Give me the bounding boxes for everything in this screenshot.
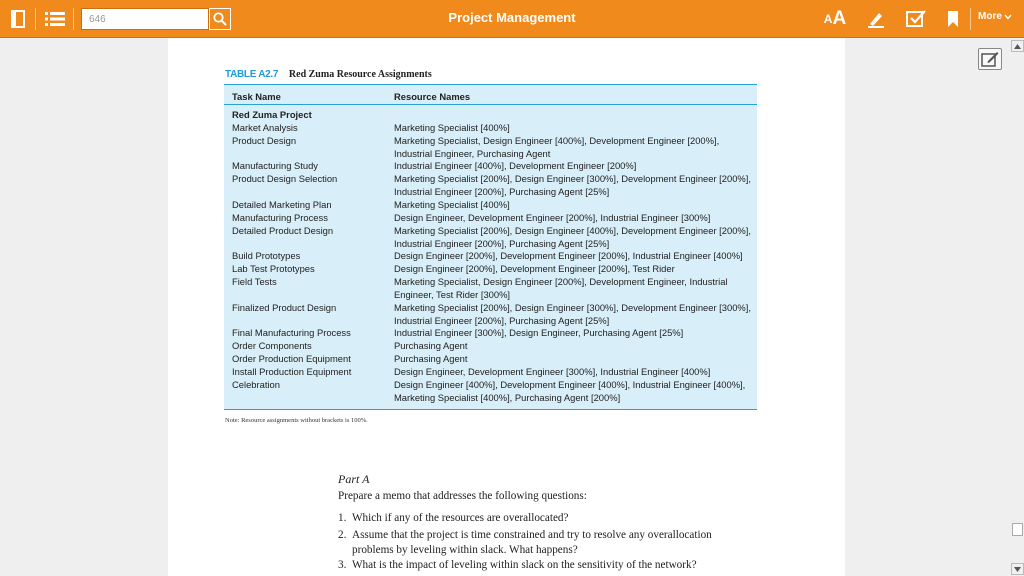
- task-name-cell: Market Analysis: [232, 121, 298, 133]
- chevron-down-icon: [1004, 14, 1012, 20]
- header-rule: [224, 104, 757, 105]
- top-toolbar: [0, 0, 1024, 38]
- app-title: Project Management: [448, 10, 576, 25]
- question-number: 2.: [338, 529, 347, 541]
- resource-names-cell: Marketing Specialist, Design Engineer [400%], Development Engineer [200%],: [394, 134, 720, 146]
- highlight-pen-icon[interactable]: [866, 8, 886, 30]
- resource-names-cell: Marketing Specialist [200%], Design Engineer [300%], Development Engineer [200%],: [394, 173, 751, 185]
- table-of-contents-icon[interactable]: [44, 8, 66, 30]
- resource-assignments-table: [224, 84, 757, 410]
- scroll-up-button[interactable]: [1011, 40, 1024, 52]
- table-note: Note: Resource assignments without brackets is 100%.: [225, 417, 368, 424]
- vertical-scrollbar[interactable]: [1011, 40, 1024, 576]
- search-button[interactable]: [209, 8, 231, 30]
- toolbar-divider: [970, 8, 971, 30]
- resource-names-cell: Design Engineer, Development Engineer [300%], Industrial Engineer [400%]: [394, 366, 711, 377]
- task-name-cell: Red Zuma Project: [232, 109, 312, 120]
- column-header-task: Task Name: [232, 91, 281, 102]
- resource-names-cell: Marketing Specialist [200%], Design Engineer [300%], Development Engineer [300%],: [394, 301, 751, 313]
- resource-names-cell: Marketing Specialist [400%], Purchasing Agent [200%]: [394, 391, 621, 403]
- notes-icon[interactable]: [905, 8, 927, 30]
- toolbar-divider: [73, 8, 74, 30]
- search-icon: [213, 12, 227, 26]
- task-name-cell: Build Prototypes: [232, 250, 301, 262]
- task-name-cell: Detailed Product Design: [232, 224, 334, 236]
- scroll-thumb[interactable]: [1012, 523, 1023, 536]
- resource-names-cell: Industrial Engineer, Purchasing Agent: [394, 147, 551, 159]
- page-search: [81, 8, 231, 30]
- arrow-down-icon: [1014, 567, 1021, 572]
- resource-names-cell: Design Engineer [200%], Development Engineer [200%], Test Rider: [394, 263, 675, 275]
- resource-names-cell: Marketing Specialist, Design Engineer [200%], Development Engineer, Industrial: [394, 276, 728, 288]
- resource-names-cell: Industrial Engineer [200%], Purchasing Agent [25%]: [394, 314, 610, 326]
- resource-names-cell: Marketing Specialist [200%], Design Engineer [400%], Development Engineer [200%],: [394, 224, 751, 236]
- resource-names-cell: Industrial Engineer [400%], Development Engineer [200%]: [394, 160, 637, 172]
- page-number-input[interactable]: [81, 8, 209, 30]
- task-name-cell: Manufacturing Study: [232, 160, 318, 172]
- task-name-cell: Manufacturing Process: [232, 211, 328, 223]
- font-size-small-a: A: [823, 12, 833, 26]
- task-name-cell: Field Tests: [232, 276, 277, 288]
- resource-names-cell: Marketing Specialist [400%]: [394, 121, 510, 133]
- task-name-cell: Order Production Equipment: [232, 353, 351, 365]
- task-name-cell: Product Design: [232, 134, 297, 146]
- task-name-cell: Product Design Selection: [232, 173, 338, 185]
- bookmark-icon[interactable]: [945, 8, 961, 30]
- table-title: Red Zuma Resource Assignments: [288, 69, 432, 80]
- column-header-resources: Resource Names: [394, 91, 471, 102]
- arrow-up-icon: [1014, 44, 1021, 49]
- resource-names-cell: Design Engineer [200%], Development Engineer [200%], Industrial Engineer [400%]: [394, 250, 743, 262]
- question-number: 1.: [338, 512, 347, 524]
- font-size-large-a: A: [832, 8, 847, 29]
- resource-names-cell: Design Engineer [400%], Development Engineer [400%], Industrial Engineer [400%],: [394, 378, 746, 390]
- font-size-button[interactable]: [822, 8, 848, 30]
- scroll-down-button[interactable]: [1011, 563, 1024, 575]
- part-intro: Prepare a memo that addresses the following questions:: [338, 490, 587, 502]
- resource-names-cell: Purchasing Agent: [394, 353, 468, 365]
- task-name-cell: Lab Test Prototypes: [232, 263, 315, 275]
- resource-names-cell: Marketing Specialist [400%]: [394, 198, 510, 210]
- task-name-cell: Final Manufacturing Process: [232, 327, 351, 339]
- table-caption: [225, 69, 432, 80]
- more-menu-button[interactable]: [978, 11, 1012, 22]
- more-label: More: [978, 11, 1002, 22]
- part-heading: Part A: [338, 472, 370, 486]
- question-text: What is the impact of leveling within slack on the sensitivity of the network?: [352, 559, 697, 571]
- resource-names-cell: Engineer, Test Rider [300%]: [394, 288, 511, 300]
- book-page: [168, 38, 845, 576]
- question-text: problems by leveling within slack. What happens?: [352, 544, 578, 556]
- resource-names-cell: Industrial Engineer [200%], Purchasing Agent [25%]: [394, 186, 610, 198]
- question-text: Assume that the project is time constrained and try to resolve any overallocation: [352, 529, 712, 541]
- resource-names-cell: Design Engineer, Development Engineer [200%], Industrial Engineer [300%]: [394, 211, 711, 223]
- toolbar-divider: [35, 8, 36, 30]
- single-page-view-icon[interactable]: [10, 8, 26, 30]
- task-name-cell: Finalized Product Design: [232, 301, 337, 313]
- task-name-cell: Order Components: [232, 340, 312, 352]
- edit-icon: [981, 51, 999, 67]
- task-name-cell: Celebration: [232, 378, 280, 390]
- task-name-cell: Detailed Marketing Plan: [232, 198, 332, 210]
- resource-names-cell: Industrial Engineer [200%], Purchasing Agent [25%]: [394, 237, 610, 249]
- table-label: TABLE A2.7: [225, 69, 279, 80]
- resource-names-cell: Purchasing Agent: [394, 340, 468, 352]
- question-text: Which if any of the resources are overallocated?: [352, 512, 569, 524]
- question-number: 3.: [338, 559, 347, 571]
- edit-note-button[interactable]: [978, 48, 1002, 70]
- task-name-cell: Install Production Equipment: [232, 366, 352, 377]
- resource-names-cell: Industrial Engineer [300%], Design Engineer, Purchasing Agent [25%]: [394, 327, 684, 339]
